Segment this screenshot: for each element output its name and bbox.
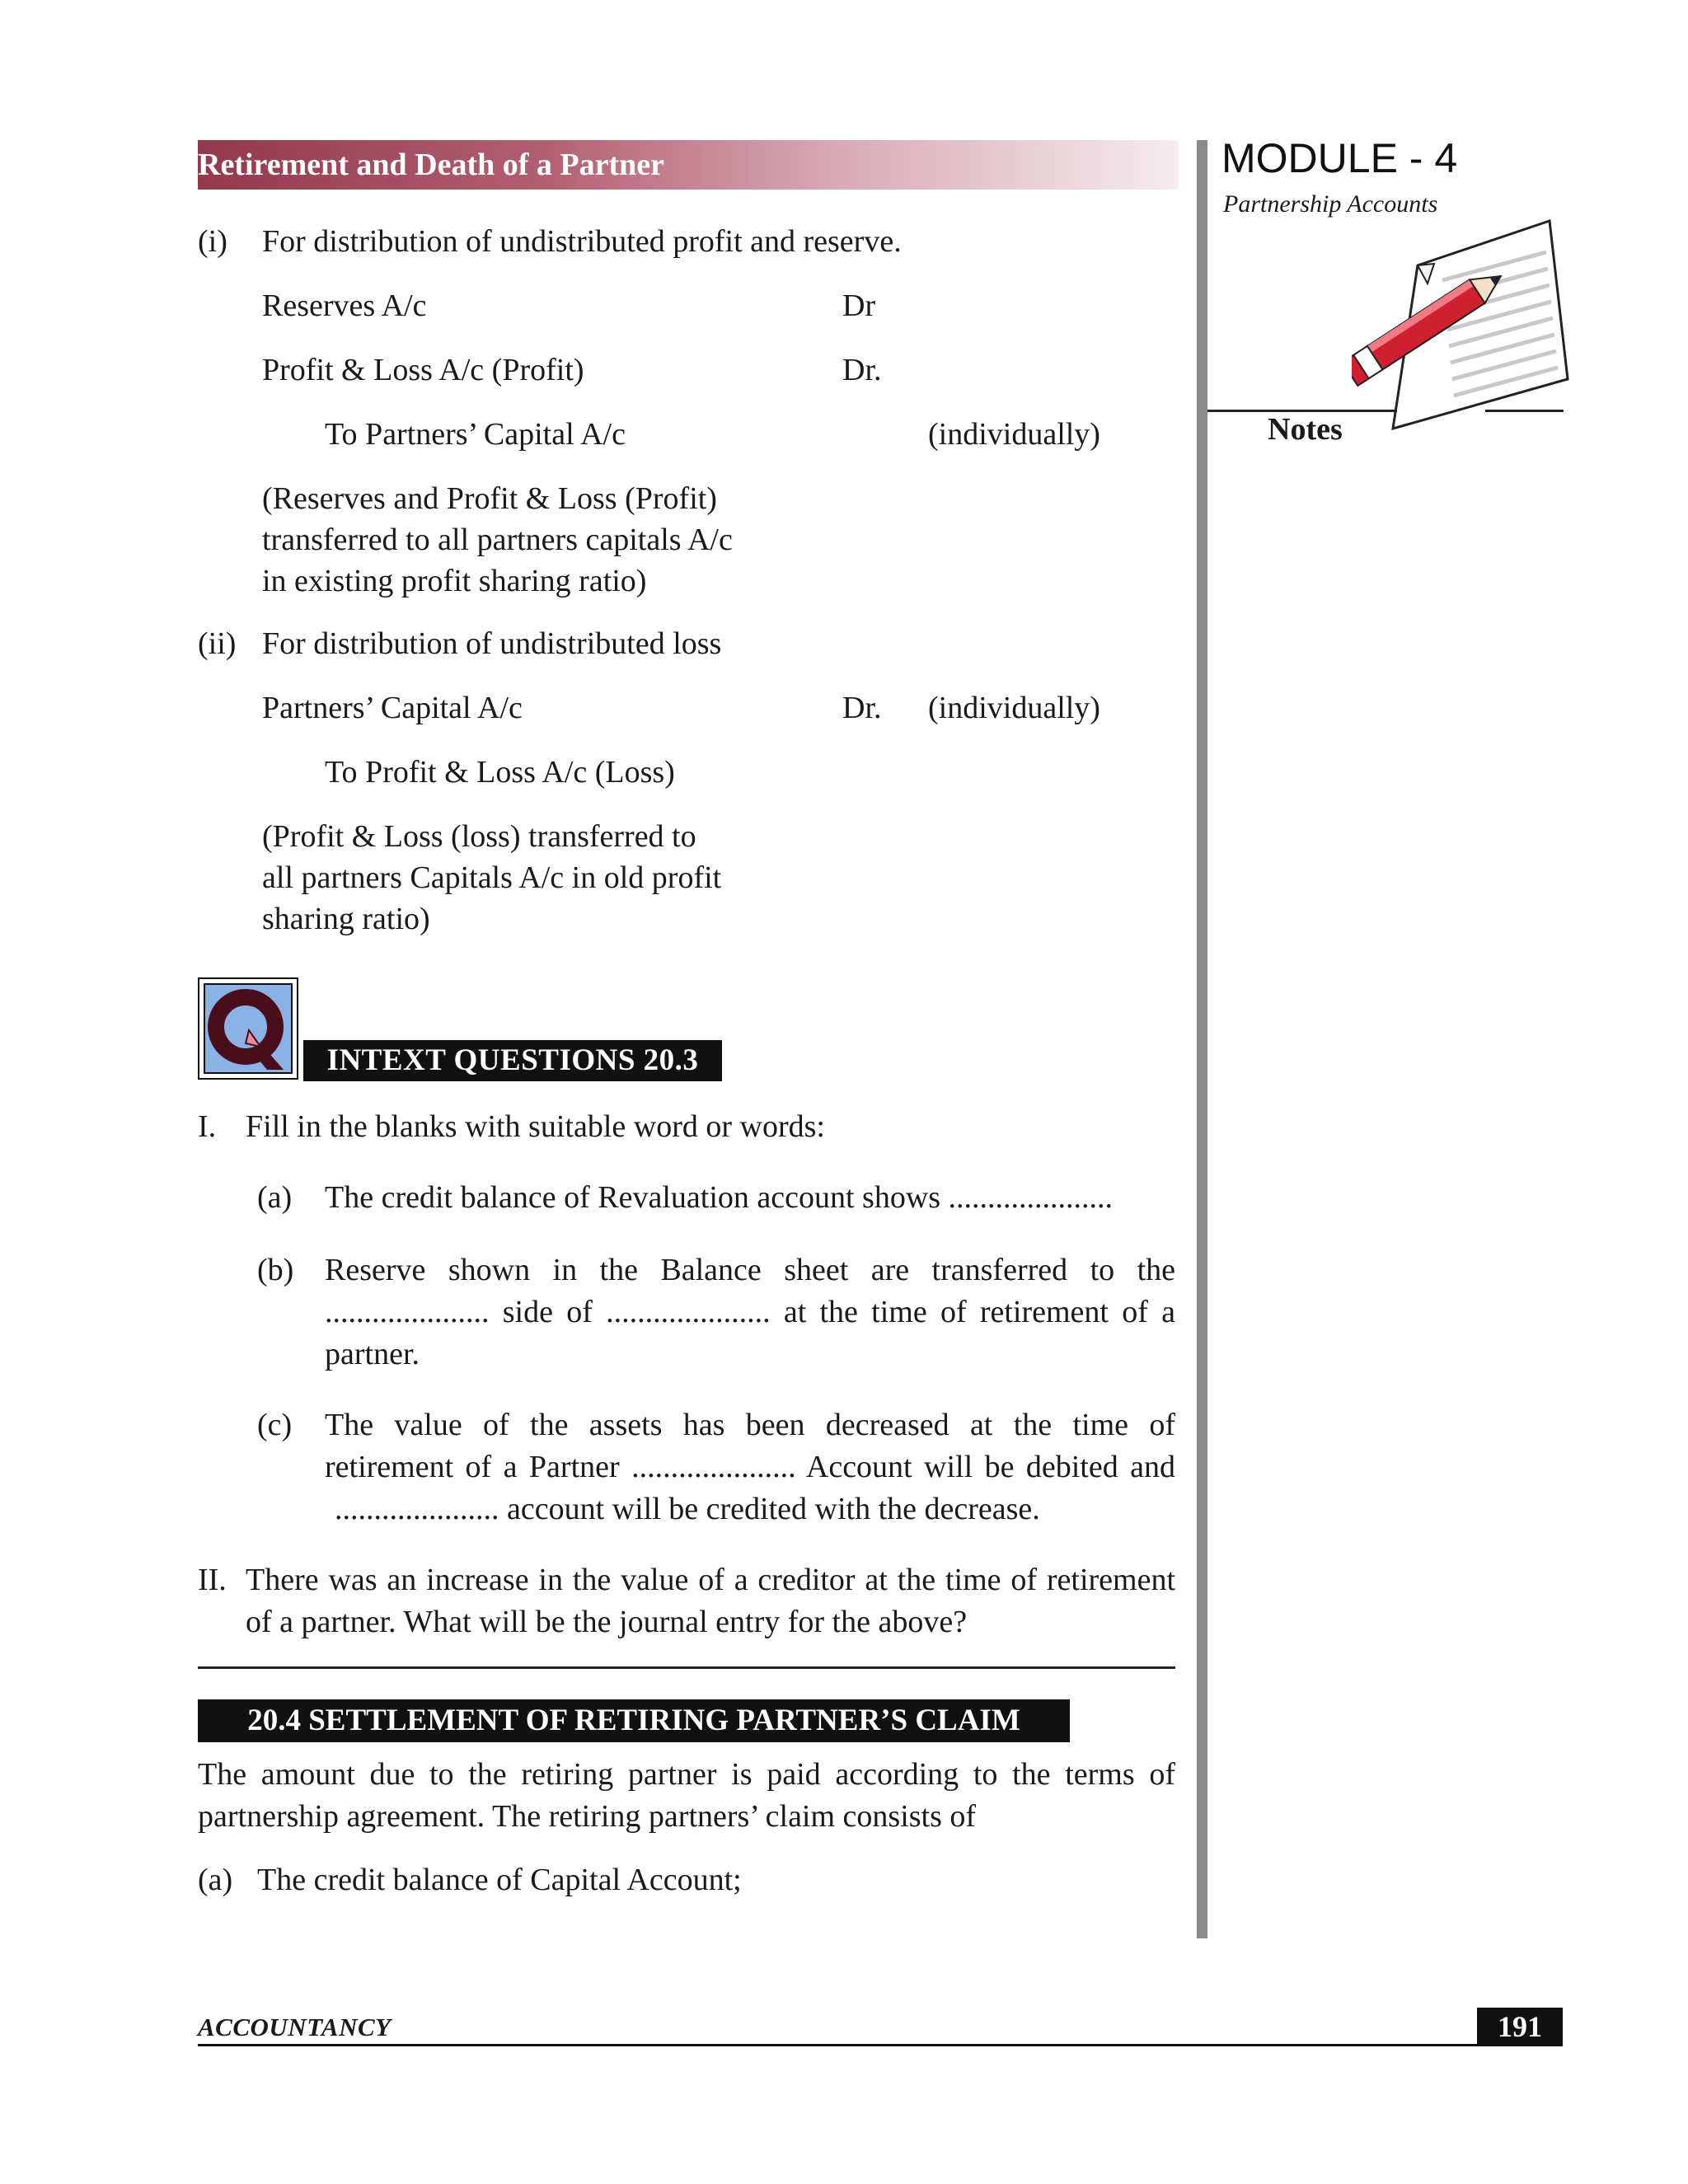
question-b-line: Reserve shown in the Balance sheet are transferred to the [325, 1253, 1175, 1287]
narration-line: transferred to all partners capitals A/c [262, 523, 733, 557]
entry-i-heading: For distribution of undistributed profit and reserve. [262, 224, 902, 259]
question-i-text: Fill in the blanks with suitable word or words: [246, 1109, 825, 1144]
question-ii-marker: II. [198, 1563, 227, 1597]
question-b-line: ..................... side of ..................... at the time of retirement of a [325, 1295, 1175, 1329]
journal-debit-profit-loss: Profit & Loss A/c (Profit) [262, 353, 584, 387]
narration-line: in existing profit sharing ratio) [262, 564, 647, 598]
claim-item-a-marker: (a) [198, 1863, 233, 1897]
module-title: MODULE - 4 [1221, 135, 1458, 181]
question-c-line: retirement of a Partner ..................... Account will be debited and [325, 1450, 1175, 1484]
intext-questions-title: INTEXT QUESTIONS 20.3 [326, 1043, 699, 1077]
narration-line: (Reserves and Profit & Loss (Profit) [262, 481, 717, 516]
question-i-marker: I. [198, 1109, 217, 1144]
entry-i-marker: (i) [198, 224, 227, 259]
question-b-marker: (b) [257, 1253, 294, 1287]
narration-line: all partners Capitals A/c in old profit [262, 860, 722, 895]
question-icon [198, 977, 298, 1080]
journal-debit-capital: Partners’ Capital A/c [262, 691, 523, 725]
question-ii-line: There was an increase in the value of a creditor at the time of retirement [246, 1563, 1175, 1597]
question-c-marker: (c) [257, 1408, 293, 1442]
footer-subject: ACCOUNTANCY [198, 2013, 392, 2041]
question-c-line: The value of the assets has been decreased at the time of [325, 1408, 1175, 1442]
question-a-marker: (a) [257, 1180, 293, 1215]
dr-label: Dr. [842, 691, 882, 725]
entry-ii-marker: (ii) [198, 626, 237, 661]
individually-note: (individually) [928, 691, 1100, 725]
module-subtitle: Partnership Accounts [1223, 190, 1438, 218]
notepad-pencil-icon [1352, 216, 1574, 438]
section-title: 20.4 SETTLEMENT OF RETIRING PARTNER’S CLAIM [247, 1704, 1020, 1737]
individually-note: (individually) [928, 417, 1100, 452]
dr-label: Dr [842, 288, 876, 323]
claim-item-a: The credit balance of Capital Account; [257, 1863, 742, 1897]
question-b-line: partner. [325, 1337, 420, 1371]
question-ii-line: of a partner. What will be the journal entry for the above? [246, 1605, 968, 1639]
journal-credit-profit-loss: To Profit & Loss A/c (Loss) [325, 755, 675, 790]
question-a-line: The credit balance of Revaluation account shows ..................... [325, 1180, 1114, 1215]
narration-line: sharing ratio) [262, 902, 430, 936]
journal-debit-reserves: Reserves A/c [262, 288, 427, 323]
journal-credit-capital: To Partners’ Capital A/c [325, 417, 626, 452]
page-header-title: Retirement and Death of a Partner [198, 148, 664, 182]
margin-divider [1197, 140, 1207, 1938]
footer-rule [198, 2044, 1563, 2046]
section-paragraph-line: partnership agreement. The retiring partners’ claim consists of [198, 1799, 977, 1834]
question-c-line: ..................... account will be credited with the decrease. [335, 1492, 1040, 1526]
section-paragraph-line: The amount due to the retiring partner is paid according to the terms of [198, 1757, 1175, 1792]
page-number: 191 [1498, 2010, 1542, 2043]
notes-rule-right [1485, 410, 1564, 412]
section-divider [198, 1666, 1175, 1669]
entry-ii-heading: For distribution of undistributed loss [262, 626, 722, 661]
dr-label: Dr. [842, 353, 882, 387]
notes-label: Notes [1268, 412, 1343, 447]
narration-line: (Profit & Loss (loss) transferred to [262, 819, 696, 854]
